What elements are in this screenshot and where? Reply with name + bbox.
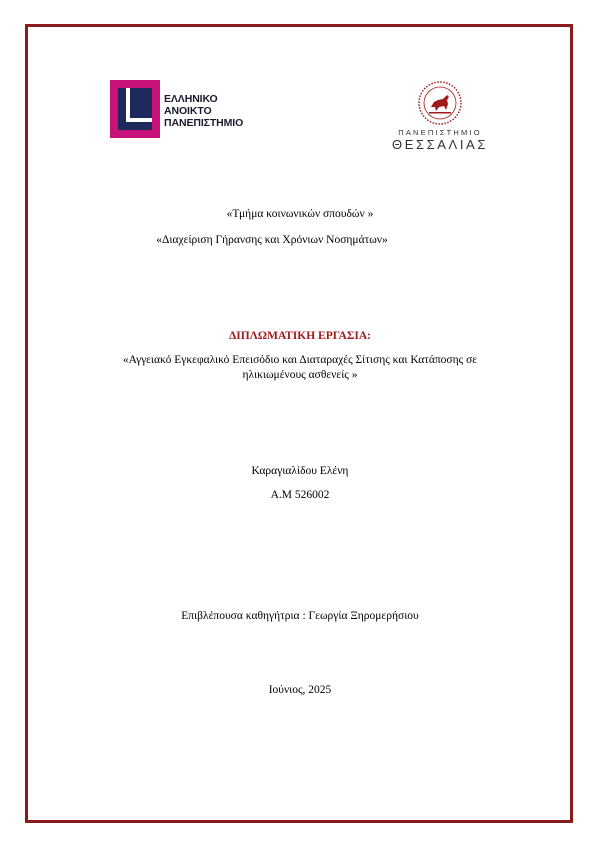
author-name: Καραγιαλίδου Ελένη xyxy=(251,465,349,477)
hou-name-line: ΕΛΛΗΝΙΚΟ xyxy=(164,93,218,105)
submission-date: Ιούνιος, 2025 xyxy=(268,684,332,696)
uth-name-line1: ΠΑΝΕΠΙΣΤΗΜΙΟ xyxy=(398,128,482,137)
uth-seal-icon xyxy=(417,80,463,126)
thesis-label: ΔΙΠΛΩΜΑΤΙΚΗ ΕΡΓΑΣΙΑ: xyxy=(229,330,371,342)
hou-name-line: ΠΑΝΕΠΙΣΤΗΜΙΟ xyxy=(164,117,244,129)
supervisor: Επιβλέπουσα καθηγήτρια : Γεωργία Ξηρομερήσιου xyxy=(181,610,419,622)
uth-name-line2: ΘΕΣΣΑΛΙΑΣ xyxy=(392,137,488,152)
student-id: Α.Μ 526002 xyxy=(270,489,330,501)
thesis-title: «Αγγειακό Εγκεφαλικό Επεισόδιο και Διαταραχές Σίτισης και Κατάποσης σε ηλικιωμένους ασθενείς » xyxy=(122,354,478,381)
hou-emblem-icon xyxy=(110,80,160,138)
department: «Τμήμα κοινωνικών σπουδών » xyxy=(226,208,374,220)
university-of-thessaly-logo xyxy=(384,80,496,152)
program-name: «Διαχείριση Γήρανσης και Χρόνιων Νοσημάτων» xyxy=(156,234,388,246)
hou-name xyxy=(164,93,274,129)
hou-name-line: ΑΝΟΙΚΤΟ xyxy=(164,105,212,117)
